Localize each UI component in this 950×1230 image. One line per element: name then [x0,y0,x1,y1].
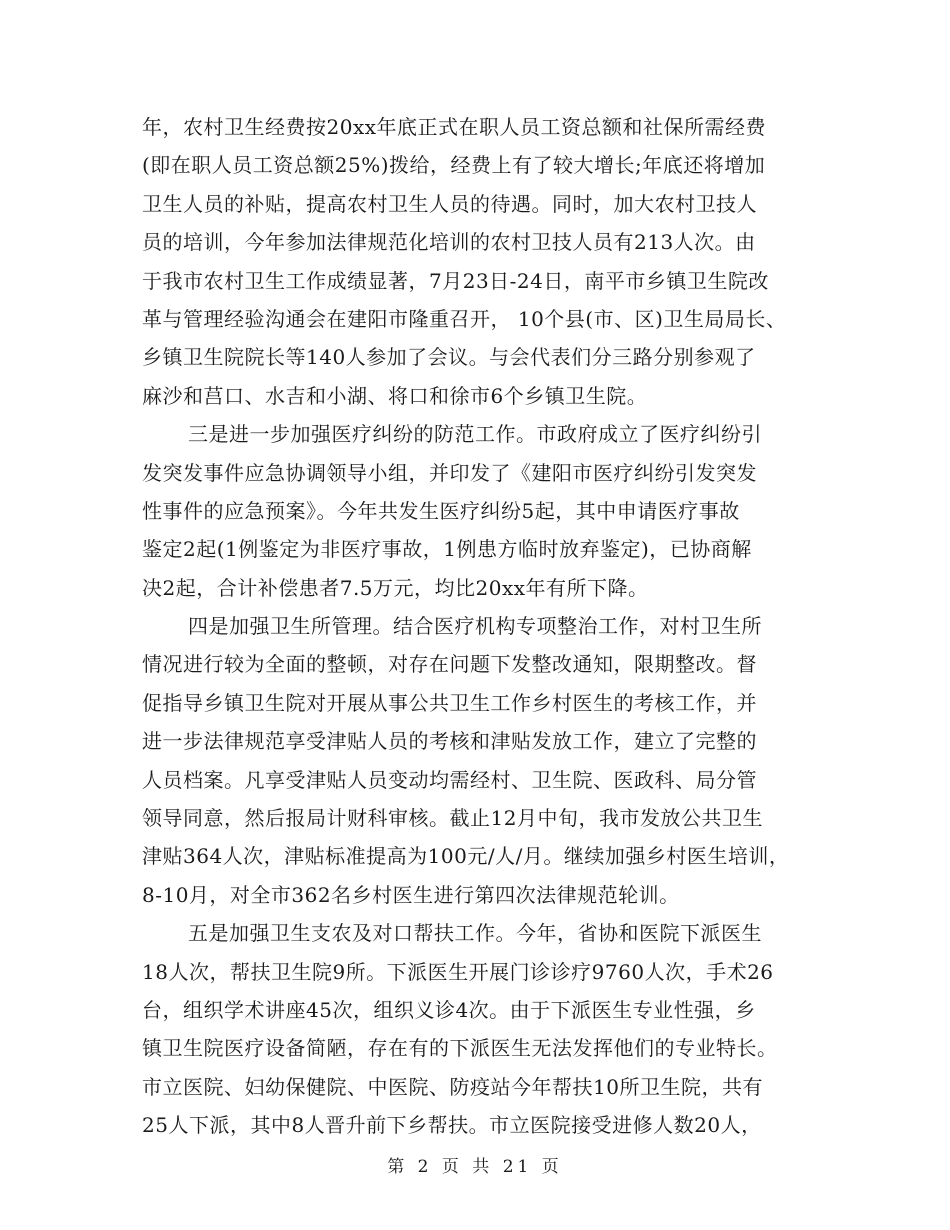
text-line: 进一步法律规范享受津贴人员的考核和津贴发放工作，建立了完整的 [142,729,757,754]
text-line: 鉴定2起(1例鉴定为非医疗事故，1例患方临时放弃鉴定)，已协商解 [142,537,752,562]
text-line: 市立医院、妇幼保健院、中医院、防疫站今年帮扶10所卫生院，共有 [142,1074,763,1099]
text-line: 领导同意，然后报局计财科审核。截止12月中旬，我市发放公共卫生 [142,806,763,831]
text-line: 革与管理经验沟通会在建阳市隆重召开， 10个县(市、区)卫生局局长、 [142,306,787,331]
text-line: 于我市农村卫生工作成绩显著，7月23日-24日，南平市乡镇卫生院改 [142,268,769,293]
text-line: 发突发事件应急协调领导小组，并印发了《建阳市医疗纠纷引发突发 [142,460,757,485]
text-line: 18人次，帮扶卫生院9所。下派医生开展门诊诊疗9760人次，手术26 [142,959,774,984]
text-line: 麻沙和莒口、水吉和小湖、将口和徐市6个乡镇卫生院。 [142,383,648,408]
text-line: 四是加强卫生所管理。结合医疗机构专项整治工作，对村卫生所 [188,614,762,639]
document-body [142,108,842,1145]
text-line: 台，组织学术讲座45次，组织义诊4次。由于下派医生专业性强，乡 [142,997,756,1022]
text-line: (即在职人员工资总额25%)拨给，经费上有了较大增长;年底还将增加 [142,153,766,178]
text-line: 年，农村卫生经费按20xx年底正式在职人员工资总额和社保所需经费 [142,115,767,139]
text-line: 三是进一步加强医疗纠纷的防范工作。市政府成立了医疗纠纷引 [188,422,762,447]
text-line: 镇卫生院医疗设备简陋，存在有的下派医生无法发挥他们的专业特长。 [142,1036,778,1061]
text-line: 员的培训，今年参加法律规范化培训的农村卫技人员有213人次。由 [142,230,756,255]
text-line: 促指导乡镇卫生院对开展从事公共卫生工作乡村医生的考核工作，并 [142,690,757,715]
text-line: 8-10月，对全市362名乡村医生进行第四次法律规范轮训。 [142,882,680,907]
text-line: 五是加强卫生支农及对口帮扶工作。今年，省协和医院下派医生 [188,921,762,946]
text-line: 乡镇卫生院院长等140人参加了会议。与会代表们分三路分别参观了 [142,345,756,370]
text-line: 情况进行较为全面的整顿，对存在问题下发整改通知，限期整改。督 [142,652,757,677]
text-line: 人员档案。凡享受津贴人员变动均需经村、卫生院、医政科、局分管 [142,767,757,792]
text-line: 卫生人员的补贴，提高农村卫生人员的待遇。同时，加大农村卫技人 [142,191,757,216]
text-line: 性事件的应急预案》。今年共发生医疗纠纷5起，其中申请医疗事故 [142,498,740,523]
text-line: 25人下派，其中8人晋升前下乡帮扶。市立医院接受进修人数20人， [142,1113,762,1138]
text-line: 津贴364人次，津贴标准提高为100元/人/月。继续加强乡村医生培训， [142,844,790,869]
page-number-footer: 第 2 页 共 21 页 [387,1157,563,1177]
text-line: 决2起，合计补偿患者7.5万元，均比20xx年有所下降。 [142,575,649,600]
